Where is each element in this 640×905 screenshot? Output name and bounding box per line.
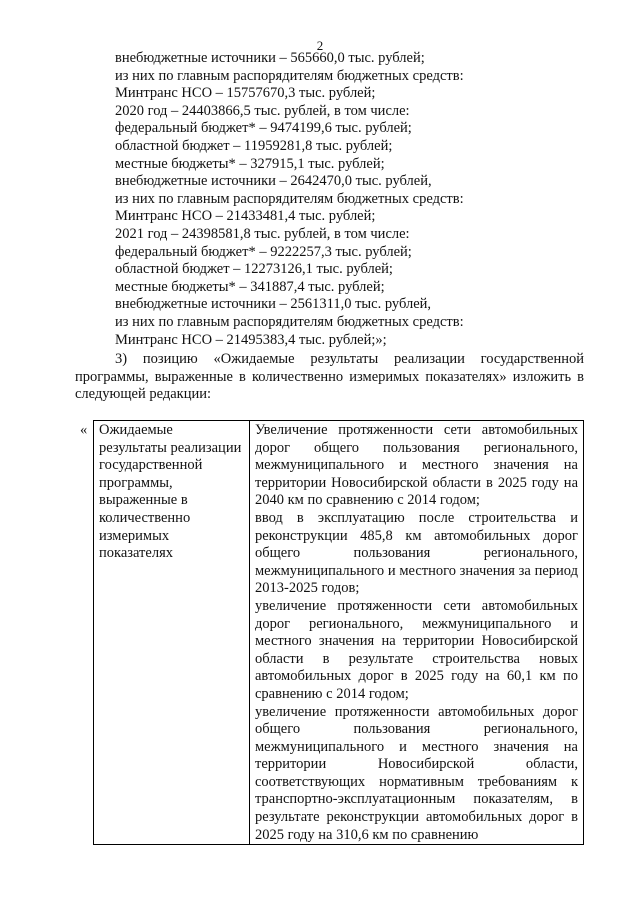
funding-line: внебюджетные источники – 2642470,0 тыс. рублей, [115, 173, 432, 190]
funding-line: 2020 год – 24403866,5 тыс. рублей, в том числе: [115, 102, 410, 119]
funding-line: местные бюджеты* – 341887,4 тыс. рублей; [115, 278, 385, 295]
funding-line: областной бюджет – 11959281,8 тыс. рублей; [115, 137, 393, 154]
expected-results-table [93, 420, 584, 845]
funding-line: внебюджетные источники – 565660,0 тыс. рублей; [115, 50, 425, 66]
table-value-cell [250, 421, 584, 845]
opening-quote: « [80, 422, 88, 438]
result-entry: увеличение протяженности автомобильных дорог общего пользования регионального, межмуниципального и местного значения на территории Новосибирской области, соответствующих нормативным требованиям к транспортно-эксплуатационным показателям, в результате реконструкции автомобильных дорог в 2025 году на 310,6 км по сравнению [255, 703, 578, 843]
funding-line: Минтранс НСО – 21433481,4 тыс. рублей; [115, 208, 376, 225]
funding-line: из них по главным распорядителям бюджетных средств: [115, 313, 464, 330]
funding-line: из них по главным распорядителям бюджетных средств: [115, 67, 464, 84]
funding-line: Минтранс НСО – 15757670,3 тыс. рублей; [115, 85, 376, 102]
table-label-cell: Ожидаемые результаты реализации государственной программы, выраженные в количественно измеримых показателях [94, 421, 250, 845]
result-entry: ввод в эксплуатацию после строительства и реконструкции 485,8 км автомобильных дорог общего пользования регионального, межмуниципального и местного значения за период 2013-2025 годов; [255, 509, 578, 597]
page-number: 2 [316, 38, 324, 53]
funding-line: Минтранс НСО – 21495383,4 тыс. рублей;»; [115, 331, 387, 348]
funding-line: внебюджетные источники – 2561311,0 тыс. рублей, [115, 296, 432, 313]
instruction-paragraph: 3) позицию «Ожидаемые результаты реализации государственной программы, выраженные в количественно измеримых показателях» изложить в следующей редакции: [75, 351, 584, 403]
funding-line: федеральный бюджет* – 9222257,3 тыс. рублей; [115, 243, 412, 260]
funding-line: из них по главным распорядителям бюджетных средств: [115, 190, 464, 207]
funding-line: 2021 год – 24398581,8 тыс. рублей, в том числе: [115, 225, 410, 242]
funding-line: областной бюджет – 12273126,1 тыс. рублей; [115, 261, 393, 278]
result-entry: увеличение протяженности сети автомобильных дорог регионального, межмуниципального и местного значения на территории Новосибирской области в результате строительства новых автомобильных дорог в 2025 году на 60,1 км по сравнению с 2014 годом; [255, 597, 578, 702]
funding-line: федеральный бюджет* – 9474199,6 тыс. рублей; [115, 120, 412, 137]
funding-line: местные бюджеты* – 327915,1 тыс. рублей; [115, 155, 385, 172]
table-row [94, 421, 584, 845]
result-entry: Увеличение протяженности сети автомобильных дорог общего пользования регионального, межмуниципального и местного значения на территории Новосибирской области в 2025 году на 2040 км по сравнению с 2014 годом; [255, 422, 578, 509]
